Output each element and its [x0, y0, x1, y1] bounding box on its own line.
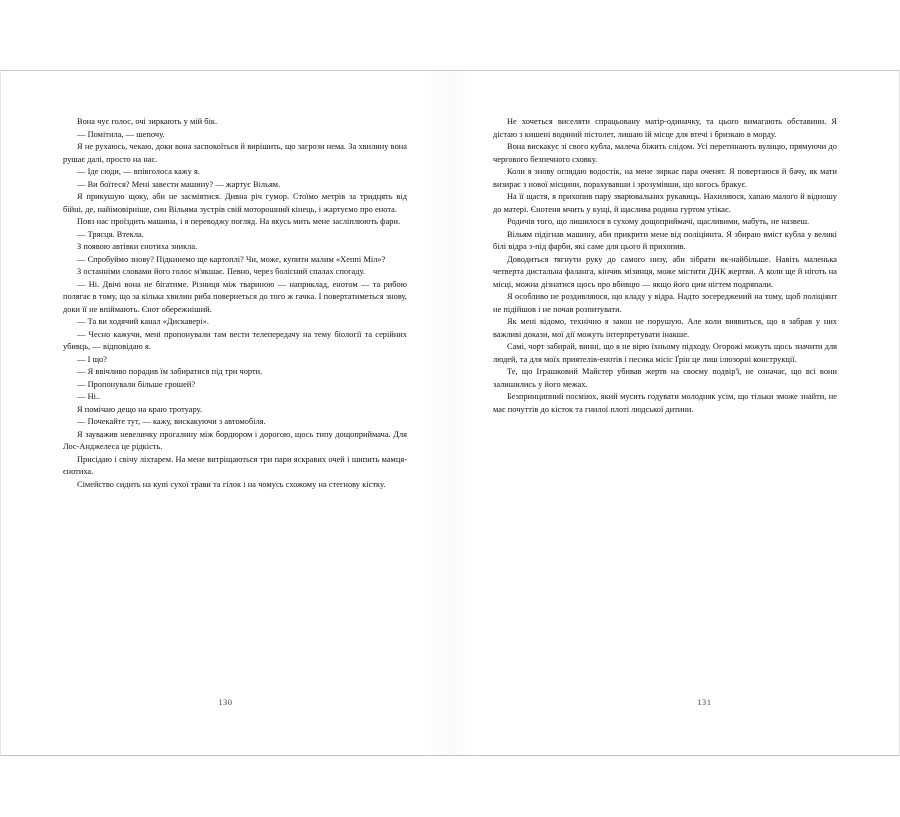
paragraph: З появою автівки єнотиха зникла.	[77, 242, 198, 252]
paragraph: Коли я знову оглядаю водостік, на мене зиркає пара оченят. Я повертаюся й бачу, як мати визирає з нової місцини, порахувавши і зрозумівши, що когось бракує.	[493, 167, 837, 189]
page-number-left: 130	[218, 698, 233, 707]
page-left-text-block	[63, 116, 407, 491]
paragraph: Вільям підігнав машину, аби прикрити мене від поліціянта. Я збираю вміст кубла у великі білі відра з-під фарби, які саме для цього й прихопив.	[493, 229, 837, 252]
paragraph: Те, що Іграшковий Майстер убивав жертв на своєму подвір'ї, не означає, що всі вони залишились у його межах.	[493, 367, 837, 389]
paragraph: — Та ви ходячий канал «Дискавері».	[77, 317, 209, 327]
paragraph: — Помітила, — шепочу.	[77, 129, 165, 139]
paragraph: — Спробуймо знову? Підкинемо ще картоплі? Чи, може, купити малим «Хеппі Міл»?	[77, 254, 386, 264]
paragraph: — Ви боїтеся? Мені завести машину? — жартує Вільям.	[77, 179, 281, 189]
paragraph: На її щастя, я прихопив пару зварювальних рукавиць. Нахиляюся, хапаю малого й відношу до матері. Єнотеня мчить у кущі, й щаслива родина гуртом утікає.	[493, 192, 837, 214]
paragraph: Безпринципний посміюх, який мусить годувати молодняк усім, що тільки зможе знайти, не має почуттів до кісток та гнилої плоті людської дитини.	[493, 392, 837, 414]
paragraph: Присідаю і свічу ліхтарем. На мене витріщаються три пари яскравих очей і шипить мамця-єнотиха.	[63, 454, 407, 477]
paragraph: — Я ввічливо порадив їм забиратися під три чорти.	[77, 367, 263, 377]
paragraph: Не хочеться виселяти спрацьовану матір-одиначку, та цього вимагають обставини. Я дістаю з кишені водяний пістолет, лишаю їй місце для втечі і бризкаю в морду.	[493, 117, 837, 139]
book-spread	[0, 70, 900, 756]
paragraph: З останніми словами його голос м'якшає. Певно, через болісний спалах спогаду.	[77, 267, 366, 277]
paragraph: Сімейство сидить на купі сухої трави та гілок і на чомусь схожому на стегнову кістку.	[77, 479, 386, 489]
paragraph: — Пропонували більше грошей?	[77, 379, 196, 389]
paragraph: — І що?	[77, 354, 107, 364]
gutter-shading-right	[450, 71, 476, 755]
gutter-shading-left	[424, 71, 450, 755]
paragraph: Як мені відомо, технічно я закон не порушую. Але коли виявиться, що я забрав у них важливі докази, мої дії можуть інтерпретувати інакше.	[493, 317, 837, 339]
paragraph: — Іде сюди, — впівголоса кажу я.	[77, 167, 200, 177]
paragraph: Я не рухаюсь, чекаю, доки вона заспокоїться й вирішить, що загрози нема. За хвилину вона рушає далі, просто на нас.	[63, 142, 407, 164]
paragraph: — Чесно кажучи, мені пропонували там вести телепередачу на тему біології та серійних убивць, — відповідаю я.	[63, 329, 407, 352]
paragraph: Вона вискакує зі свого кубла, малеча біжить слідом. Усі перетинають вулицю, прямуючи до чергового безпечного сховку.	[493, 142, 837, 164]
page-right-text-block	[493, 116, 837, 416]
paragraph: — Почекайте тут, — кажу, вискакуючи з автомобіля.	[77, 417, 266, 427]
paragraph: Я прикушую щоку, аби не засміятися. Дивна річ гумор. Стоїмо метрів за тридцять від бійні, де, найімовірніше, син Вільяма зустрів свій моторошний кінець, і жартуємо про енота.	[63, 192, 407, 214]
paragraph: Доводиться тягнути руку до самого низу, аби зібрати як-найбільше. Навіть маленька четверта дистальна фаланга, кінчик мізинця, може містити ДНК жертви. А коли ще й ніготь на місці, можна дізнатися щось про вбивцю — якщо його цим нігтем подряпали.	[493, 254, 837, 289]
paragraph: Я зауважив невеличку прогалину між бордюром і дорогою, щось типу дощоприймача. Для Лос-Анджелеса це рідкість.	[63, 429, 407, 452]
paragraph: Родичів того, що лишилося в сухому дощоприймачі, щасливими, мабуть, не назвеш.	[507, 217, 810, 227]
paragraph: Вона чує голос, очі зиркають у мій бік.	[77, 117, 218, 126]
paragraph: — Трясця. Втекла.	[77, 229, 144, 239]
page-number-right: 131	[697, 698, 712, 707]
paragraph: Повз нас проїздить машина, і я переводжу погляд. На якусь мить мене засліплюють фари.	[77, 217, 401, 227]
paragraph: — Ні..	[77, 392, 101, 402]
paragraph: — Ні. Двічі вона не бігатиме. Різниця між твариною — наприклад, енотом — та рибою полягає в тому, що за кілька хвилин риба повернеться до того ж гачка. І повертатиметься знову, доки її не впіймають. Єнот обережніший.	[63, 279, 407, 314]
paragraph: Я помічаю дещо на краю тротуару.	[77, 404, 202, 414]
paragraph: Я особливо не роздивляюся, що кладу у відра. Надто зосереджений на тому, щоб поліціянт не підійшов і не почав розпитувати.	[493, 292, 837, 314]
paragraph: Самі, чорт забирай, винні, що я не вірю їхньому підходу. Огорожі можуть щось значити для людей, та для моїх приятелів-енотів і песика місіс Ґрін це лиш ілюзорні конструкції.	[493, 342, 837, 364]
page-right	[450, 71, 899, 755]
page-left	[1, 71, 450, 755]
